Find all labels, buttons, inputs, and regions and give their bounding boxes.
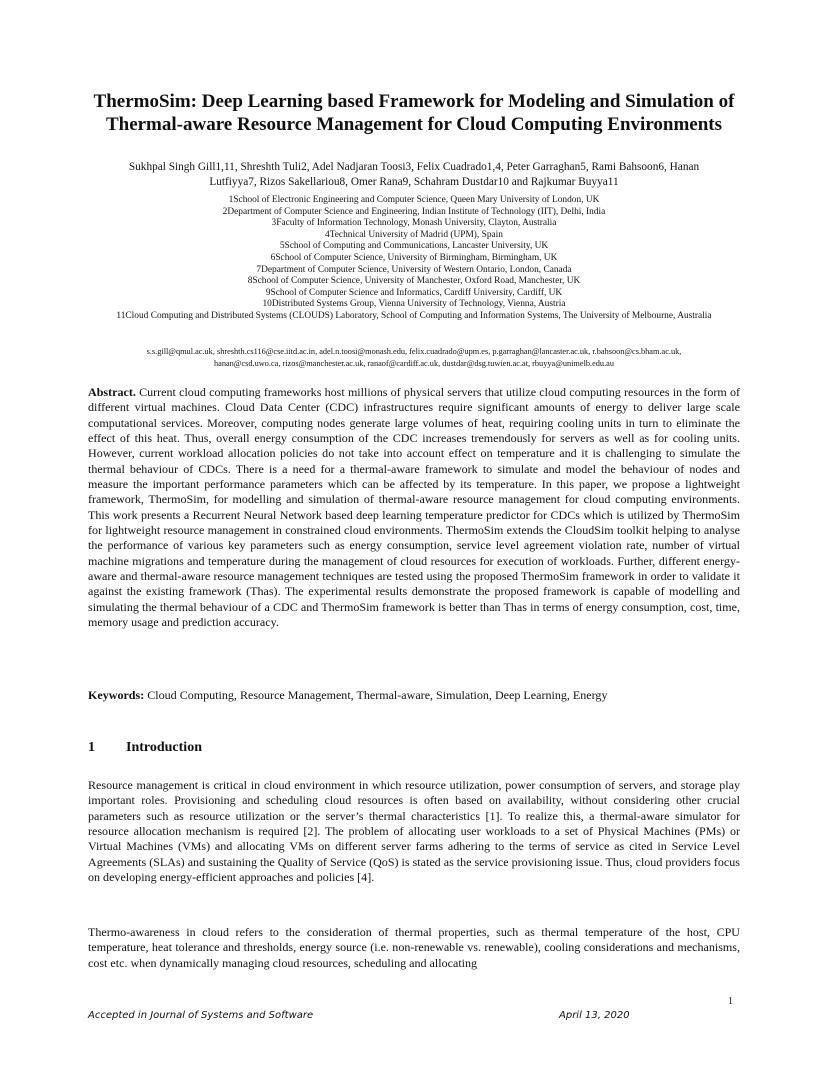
affiliation: 11Cloud Computing and Distributed Systems (CLOUDS) Laboratory, School of Computing and Information Systems, The University of Melbourne, Australia (116, 310, 712, 321)
abstract-text: Current cloud computing frameworks host millions of physical servers that utilize cloud computing resources in the form of different virtual machines. Cloud Data Center (CDC) infrastructures require significant amounts of energy to deliver large scale computational services. Moreover, computing nodes generate large volumes of heat, requiring cooling units in turn to eliminate the effect of this heat. Thus, overall energy consumption of the CDC increases tremendously for servers as well as for cooling units. However, current workload allocation policies do not take into account effect on temperature and it is challenging to simulate the thermal behaviour of CDCs. There is a need for a thermal-aware framework to simulate and model the behaviour of nodes and measure the important performance parameters which can be affected by its temperature. In this paper, we propose a lightweight framework, ThermoSim, for modelling and simulation of thermal-aware resource management for cloud computing environments. This work presents a Recurrent Neural Network based deep learning temperature predictor for CDCs which is utilized by ThermoSim for lightweight resource management in constrained cloud environments. ThermoSim extends the CloudSim toolkit helping to analyse the performance of various key parameters such as energy consumption, service level agreement violation rate, number of virtual machine migrations and temperature during the management of cloud resources for execution of workloads. Further, different energy-aware and thermal-aware resource management techniques are tested using the proposed ThermoSim framework in order to validate it against the existing framework (Thas). The experimental results demonstrate the proposed framework is capable of modelling and simulating the thermal behaviour of a CDC and ThermoSim framework is better than Thas in terms of energy consumption, cost, time, memory usage and prediction accuracy. (88, 385, 740, 630)
footer-journal: Accepted in Journal of Systems and Software (88, 1010, 314, 1021)
body-paragraph: Thermo-awareness in cloud refers to the consideration of thermal properties, such as thermal temperature of the host, CPU temperature, heat tolerance and thresholds, energy source (i.e. non-renewable vs. renewable), cooling considerations and mechanisms, cost etc. when dynamically managing cloud resources, scheduling and allocating (88, 925, 740, 970)
title-line-2: Thermal-aware Resource Management for Cloud Computing Environments (105, 114, 723, 135)
authors-line-1: Sukhpal Singh Gill1,11, Shreshth Tuli2, Adel Nadjaran Toosi3, Felix Cuadrado1,4, Peter Garraghan5, Rami Bahsoon6, Hanan (128, 161, 700, 173)
affiliation: 2Department of Computer Science and Engineering, Indian Institute of Technology (IIT), Delhi, India (222, 206, 606, 217)
page-number: 1 (728, 996, 733, 1007)
affiliation: 5School of Computing and Communications, Lancaster University, UK (279, 241, 549, 252)
keywords-text: Cloud Computing, Resource Management, Thermal-aware, Simulation, Deep Learning, Energy (147, 688, 608, 702)
title-line-1: ThermoSim: Deep Learning based Framework for Modeling and Simulation of (93, 91, 735, 112)
email-list (60, 346, 768, 369)
body-paragraph: Resource management is critical in cloud environment in which resource utilization, power consumption of servers, and storage play important roles. Provisioning and scheduling cloud resources is often based on availability, without considering other crucial parameters such as resource utilization or the server’s thermal characteristics [1]. To realize this, a thermal-aware simulator for resource allocation mechanism is required [2]. The problem of allocating user workloads to a set of Physical Machines (PMs) or Virtual Machines (VMs) and allocating VMs on different server farms adhering to the terms of service as cited in Service Level Agreements (SLAs) and sustaining the Quality of Service (QoS) is stated as the service provisioning issue. Thus, cloud providers focus on developing energy-efficient approaches and policies [4]. (88, 778, 740, 885)
paper-title (80, 90, 748, 136)
email-line-2: hanan@csd.uwo.ca, rizos@manchester.ac.uk, ranaof@cardiff.ac.uk, dustdar@dsg.tuwien.ac.at, rbuyya@unimelb.edu.au (214, 358, 614, 368)
affiliation-list (60, 195, 768, 323)
affiliation: 8School of Computer Science, University of Manchester, Oxford Road, Manchester, UK (247, 276, 581, 287)
section-number: 1 (88, 740, 95, 755)
affiliation: 4Technical University of Madrid (UPM), Spain (325, 229, 503, 240)
affiliation: 3Faculty of Information Technology, Monash University, Clayton, Australia (271, 218, 557, 229)
authors-line-2: Lutfiyya7, Rizos Sakellariou8, Omer Rana9, Schahram Dustdar10 and Rajkumar Buyya11 (209, 176, 619, 188)
section-heading (88, 740, 202, 756)
keywords-label: Keywords: (88, 688, 145, 702)
keywords (88, 688, 740, 703)
abstract (88, 385, 740, 631)
email-line-1: s.s.gill@qmul.ac.uk, shreshth.cs116@cse.iitd.ac.in, adel.n.toosi@monash.edu, felix.cuadrado@upm.es, p.garraghan@lancaster.ac.uk, r.bahsoon@cs.bham.ac.uk, (146, 347, 682, 356)
affiliation: 10Distributed Systems Group, Vienna University of Technology, Vienna, Austria (262, 299, 566, 310)
affiliation: 1School of Electronic Engineering and Computer Science, Queen Mary University of London, UK (228, 195, 600, 205)
affiliation: 6School of Computer Science, University of Birmingham, Birmingham, UK (270, 252, 558, 263)
author-list (110, 160, 718, 190)
footer-date: April 13, 2020 (559, 1010, 630, 1021)
affiliation: 9School of Computer Science and Informatics, Cardiff University, Cardiff, UK (265, 287, 563, 298)
affiliation: 7Department of Computer Science, University of Western Ontario, London, Canada (256, 264, 572, 275)
abstract-label: Abstract. (88, 385, 136, 399)
section-title: Introduction (126, 740, 202, 755)
